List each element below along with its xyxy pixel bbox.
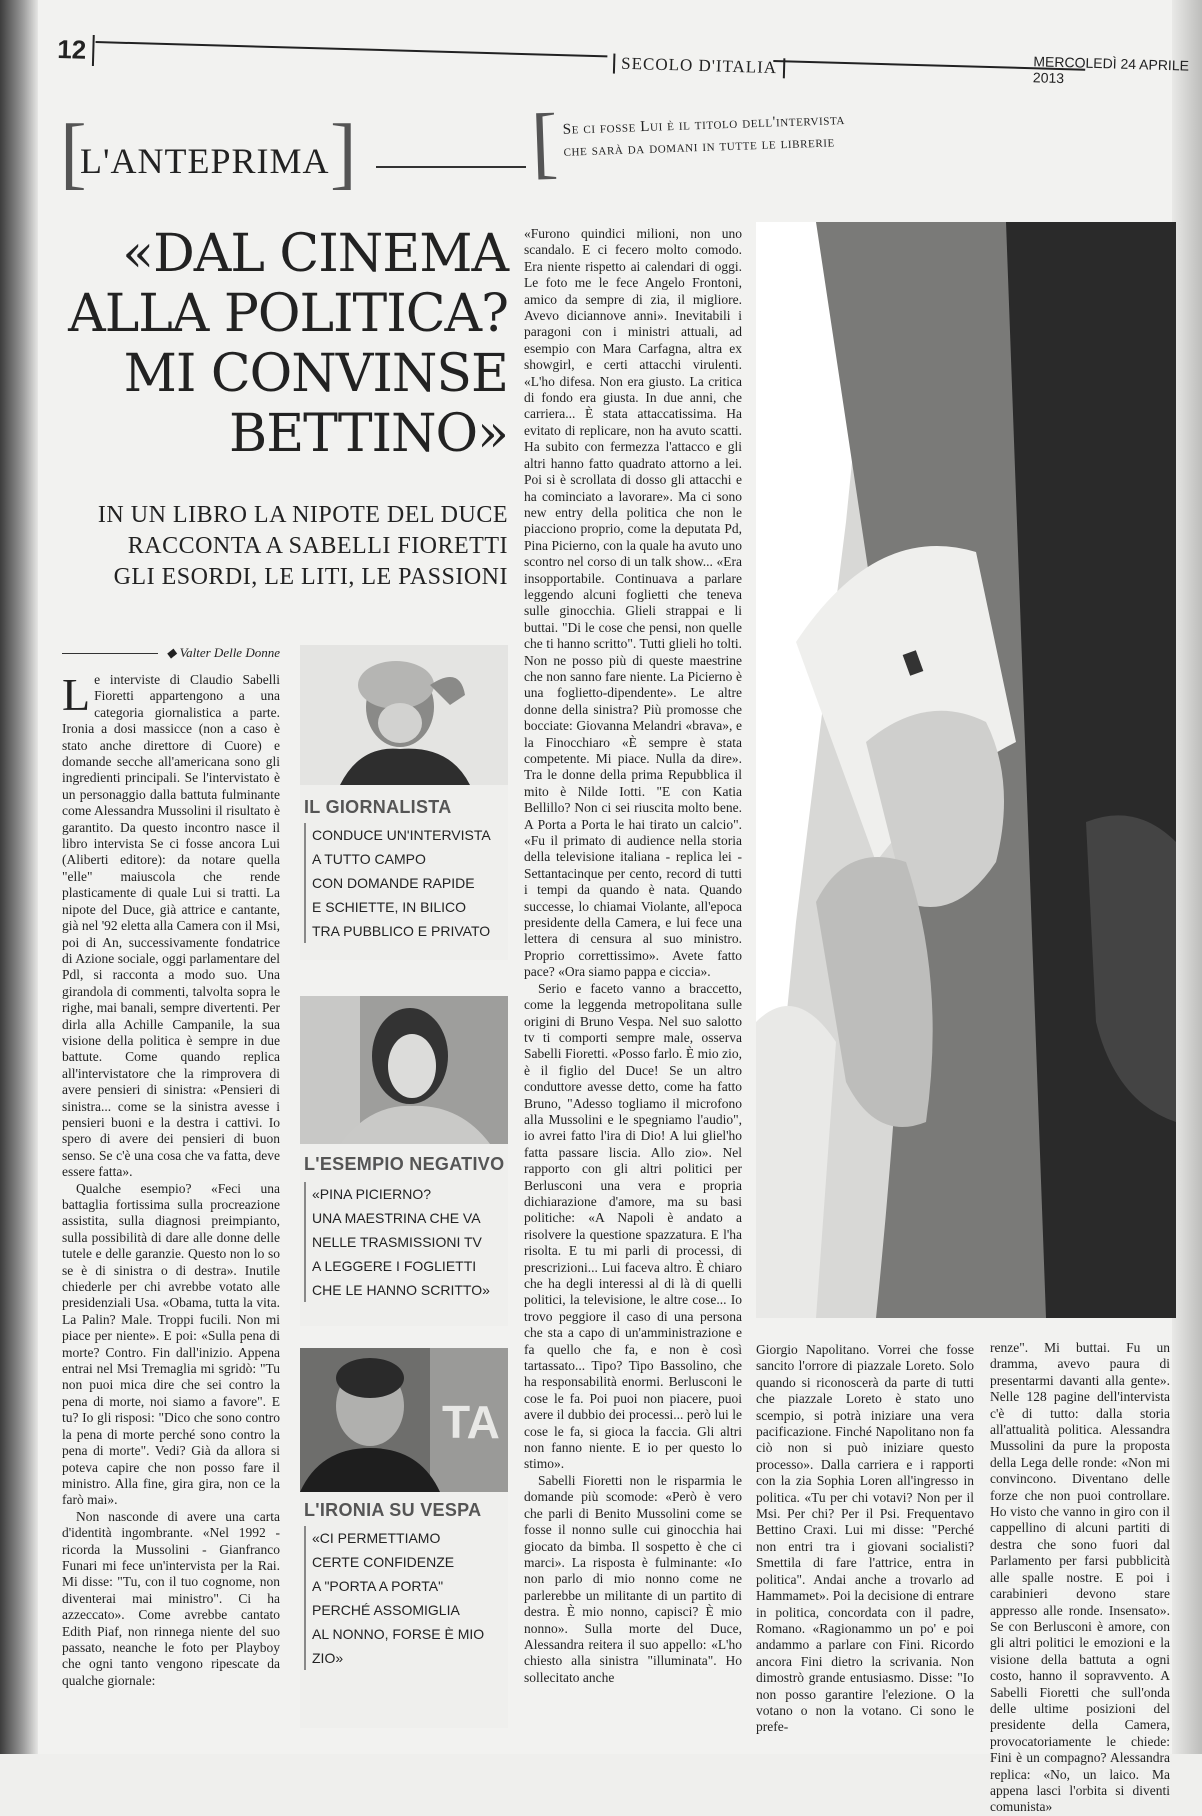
journalist-photo [300, 645, 508, 785]
article-paragraph: Giorgio Napolitano. Vorrei che fosse sancito l'orrore di piazzale Loreto. Solo quando si riconoscerà da parte di tutti che piazzale Loreto è stato uno scempio, si potrà iniziare una vera pacificazione. Finché Napolitano non fa ciò non si può iniziare questo processo». Dalla carriera e i rapporti con la zia Sophia Loren all'ingresso in politica. «Tu per chi votavi? Non per il Msi. Per chi? Per il Psi. Frequentavo Bettino Craxi. Lui mi disse: "Perché non entri tra i giovani socialisti? Smettila di fare l'attrice, entra in politica". Andai anche a trovarlo ad Hammamet». Poi la decisione di entrare in politica, concordata con il padre, Romano. «Ragionammo un po' e poi andammo a parlare con Fini. Ricordo ancora Fini dietro la scrivania. Non dimostrò grande entusiasmo. Disse: "Io non posso garantire l'elezione. O la votano o non la votano. Ci sono le prefe- [756, 1342, 974, 1735]
kicker-label: L'ANTEPRIMA [80, 141, 330, 181]
box-title: L'ESEMPIO NEGATIVO [304, 1154, 505, 1174]
kicker-rule [376, 166, 526, 168]
article-column-4 [990, 1340, 1170, 1815]
article-paragraph: renze". Mi buttai. Fu un dramma, avevo paura di presentarmi davanti alla gente». Nelle 128 pagine dell'intervista c'è di tutto: dalla storia all'attualità politica. Alessandra Mussolini da pure la proposta della Lega delle ronde: «Non mi convincono. Diventano delle forze che non puoi controllare. Ho visto che vanno in giro con il cappellino di alcuni partiti di destra che sono fuori dal Parlamento per farsi pubblicità alle spalle nostre. E poi i carabinieri devono stare appresso alle ronde. Insensato». Se con Berlusconi è amore, con gli altri politici le emozioni e la visione della battuta a ogni costo, hanno il sopravvento. A Sabelli Fioretti che sull'onda delle ultime posizioni del presidente della Camera, provocatoriamente le chiede: Fini è un compagno? Alessandra replica: «No, un laico. Ma appena lasci l'orbita si diventi comunista» [990, 1340, 1170, 1815]
folio-bar [57, 26, 1198, 98]
issue-date: MERCOLEDÌ 24 APRILE 2013 [1032, 53, 1190, 87]
author-name: Valter Delle Donne [179, 645, 280, 660]
sidebar-box-journalist [300, 645, 508, 960]
article-paragraph: Qualche esempio? «Feci una battaglia fortissima sulla procreazione assistita, sulla diagnosi preimpianto, sulla possibilità di dare alle donne delle tutele e delle garanzie. Questo non lo so se è di sinistra o di destra». Inutile chiederle per chi avrebbe votato alle presidenziali Usa. «Obama, tutta la vita. La Palin? Male. Troppi fucili. Non mi piace per niente». E poi: «Sulla pena di morte? Contro. Fin dall'inizio. Appena entrai nel Msi Tremaglia mi sgridò: "Tu non puoi mica dire che sei contro la pena di morte, noi siamo a favore". E tu? Io gli risposi: "Dico che sono contro la pena di morte perché sono contro la pena di morte". Vedi? Già da allora si poteva capire che non posso fare il ministro. Alla fine, gira gira, non ce la farò mai». [62, 1180, 280, 1508]
strapline [529, 93, 970, 187]
article-paragraph: Non nasconde di avere una carta d'identità ingombrante. «Nel 1992 - ricorda la Mussolini - Gianfranco Funari mi fece un'intervista per la Rai. Mi disse: "Tu, con il tuo cognome, non diventerai mai ministro". Ci ha azzeccato». Come avrebbe cantato Edith Piaf, non rinnega niente del suo passato, neanche le foto per Playboy che ogni tanto vengono ripescate da qualche giornale: [62, 1508, 280, 1688]
bracket-close-icon: ] [330, 109, 357, 197]
box-text: «CI PERMETTIAMO CERTE CONFIDENZE A "PORTA A PORTA" PERCHÉ ASSOMIGLIA AL NONNO, FORSE È MIO ZIO» [304, 1526, 512, 1670]
box-text: «PINA PICIERNO? UNA MAESTRINA CHE VA NELLE TRASMISSIONI TV A LEGGERE I FOGLIETTI CHE LE HANNO SCRITTO» [304, 1182, 512, 1302]
article-column-3 [756, 1342, 974, 1735]
sidebar-box-vespa [300, 1348, 508, 1728]
vespa-photo [300, 1348, 508, 1492]
newspaper-name: SECOLO D'ITALIA [613, 54, 785, 79]
article-column-1 [62, 669, 280, 1724]
headline-line: «DAL CINEMA [122, 224, 508, 284]
folio-rule [96, 41, 608, 57]
strap-line-1: Se ci fosse Lui è il titolo dell'intervista [562, 112, 846, 138]
bracket-open-icon: [ [529, 98, 560, 187]
headline-line: MI CONVINSE [123, 344, 508, 404]
page-fold-shadow-left [0, 0, 38, 1754]
page-number: 12 [57, 34, 95, 66]
photo-overlay-text: TA [442, 1396, 500, 1448]
section-kicker [60, 109, 530, 197]
article-column-2 [524, 226, 742, 1726]
article-paragraph: Sabelli Fioretti non le risparmia le domande più scomode: «Però è vero che parli di Benito Mussolini come se fosse il nonno sulle cui ginocchia hai giocato da bimba. Il sospetto è che ci marci». La risposta è fulminante: «Io non parlo di mio nonno come ne parlerebbe un militante di un partito di destra. È mio nonno, capisci? È mio nonno». Sulla morte del Duce, Alessandra reitera il suo appello: «L'ho chiesto alla sinistra "illuminata". Ho sollecitato anche [524, 1472, 742, 1685]
headline [52, 224, 508, 464]
bracket-open-icon: [ [60, 109, 87, 197]
box-title: IL GIORNALISTA [304, 797, 452, 817]
drop-cap: L [62, 669, 91, 720]
article-paragraph: Le interviste di Claudio Sabelli Fioretti appartengono a una categoria giornalistica a parte. Ironia a dosi massicce (non a caso è stato anche direttore di Cuore) e domande secche all'americana sono gli ingredienti principali. Se l'intervistato è un personaggio dalla battuta fulminante come Alessandra Mussolini il risultato è garantito. Da questo incontro nasce il libro intervista Se ci fosse ancora Lui (Aliberti editore): da notare quella "elle" maiuscola che rende plasticamente di quale Lui si tratti. La nipote del Duce, già attrice e cantante, già nel '92 eletta alla Camera con il Msi, poi di An, successivamente fondatrice di Azione sociale, oggi parlamentare del Pdl, si racconta a modo suo. Una girandola di commenti, talvolta sopra le righe, mai banali, sempre divertenti. Per dirla alla Achille Campanile, la sua visione della politica è sempre in due battute. Come quando replica all'intervistatore che la rimprovera di avere pensieri di sinistra: «Pensieri di sinistra... come se la sinistra avesse i pensieri buoni e la destra i cattivi. Io spero di avere dei pensieri di buon senso. Se c'è una cosa che va fatta, deve essere fatta». [62, 669, 280, 1180]
main-photo-signing [756, 222, 1176, 1318]
byline-rule [62, 653, 158, 654]
byline [62, 645, 280, 661]
strap-line-2: che sarà da domani in tutte le librerie [563, 134, 836, 160]
sidebar-box-negative-example [300, 996, 508, 1326]
deck [52, 500, 508, 593]
box-text: CONDUCE UN'INTERVISTA A TUTTO CAMPO CON DOMANDE RAPIDE E SCHIETTE, IN BILICO TRA PUBBLICO E PRIVATO [304, 823, 512, 943]
diamond-icon: ◆ [166, 645, 180, 660]
headline-line: BETTINO» [229, 404, 508, 464]
headline-line: ALLA POLITICA? [68, 284, 508, 344]
picierno-photo [300, 996, 508, 1144]
article-paragraph: «Furono quindici milioni, non uno scandalo. E ci fecero molto comodo. Era niente rispetto ai calendari di oggi. Le foto me le fece Angelo Frontoni, amico da sempre di zia, il migliore. Avevo diciannove anni». Inevitabili i paragoni con i ministri attuali, ad esempio con Mara Carfagna, altra ex showgirl, e certi attacchi virulenti. «L'ho difesa. Non era giusto. La critica di fondo era giusta. In due anni, che carriera... È stata attaccatissima. Ha evitato di replicare, non ha avuto scatti. Ha subito con fermezza l'attacco e gli altri hanno fatto quadrato attorno a lei. Poi si è scrollata di dosso gli attacchi e ha cominciato a lavorare». Ma ci sono new entry della politica che non le piacciono proprio, come la deputata Pd, Pina Picierno, con la quale ha avuto uno scontro nel corso di un talk show... «Era insopportabile. Continuava a parlare leggendo alcuni foglietti che teneva sulle ginocchia. Glieli strappai e li buttai. "Di le cose che pensi, non quelle che ti hanno scritto". Tutti glieli ho tolti. Non ne posso più di queste maestrine che non sanno fare niente. La Picierno è una foglietto-dipendente». Le altre donne della sinistra? Più promosse che bocciate: Giovanna Melandri «brava», e la Finocchiaro «È sempre è stata competente. Mi piace. Nulla da dire». Tra le donne della prima Repubblica il mito è Nilde Iotti. "E con Katia Bellillo? Non ci sei riuscita molto bene. A Porta a Porta le hai tirato un calcio". «Fu il primato di audience nella storia della televisione italiana - replica lei - Settantacinque per cento, record di tutti i tempi da quando è nata. Quando successe, lo chiamai Violante, all'epoca presidente della Camera, e lui fece una lettera di censura al suo ministro. Proprio correttissimo». Avete fatto pace? «Ora siamo pappa e ciccia». [524, 226, 742, 980]
page-fold-shadow-right [1172, 0, 1202, 1754]
deck-line: IN UN LIBRO LA NIPOTE DEL DUCE [97, 502, 508, 528]
box-title: L'IRONIA SU VESPA [304, 1500, 482, 1520]
deck-line: RACCONTA A SABELLI FIORETTI [127, 533, 508, 559]
article-paragraph: Serio e faceto vanno a braccetto, come la leggenda metropolitana sulle origini di Bruno Vespa. Nel suo salotto tv ti comporti sempre male, osserva Sabelli Fioretti. «Posso farlo. È mio zio, è il figlio del Duce! Se un altro conduttore avesse detto, come ha fatto Bruno, "Adesso togliamo il microfono alla Mussolini e le spegniamo l'audio", io avrei fatto l'ira di Dio! A lui gliel'ho fatta passare liscia. Allo zio». Nel rapporto con gli altri politici per Berlusconi una vera e propria dichiarazione d'amore, ma su basi politiche: «A Napoli è andato a risolvere la questione spazzatura. E l'ha risolta. E tu mi parli di processi, di prescrizioni... Lui faceva altro. È chiaro che ha degli interessi al di là di quelli politici, la televisione, le altre cose... Io trovo peggiore il caso di una persona che sta a capo di un'amministrazione e fa quello che fa, e non è così tartassato... Tipo? Tipo Bassolino, che ha responsabilità enormi. Berlusconi le cose le fa. Poi puoi non piacere, puoi avere il dubbio dei processi... però lui le cose le fa, si gioca la faccia. Gli altri non fanno niente. E io per questo lo stimo». [524, 980, 742, 1472]
deck-line: GLI ESORDI, LE LITI, LE PASSIONI [113, 564, 508, 590]
